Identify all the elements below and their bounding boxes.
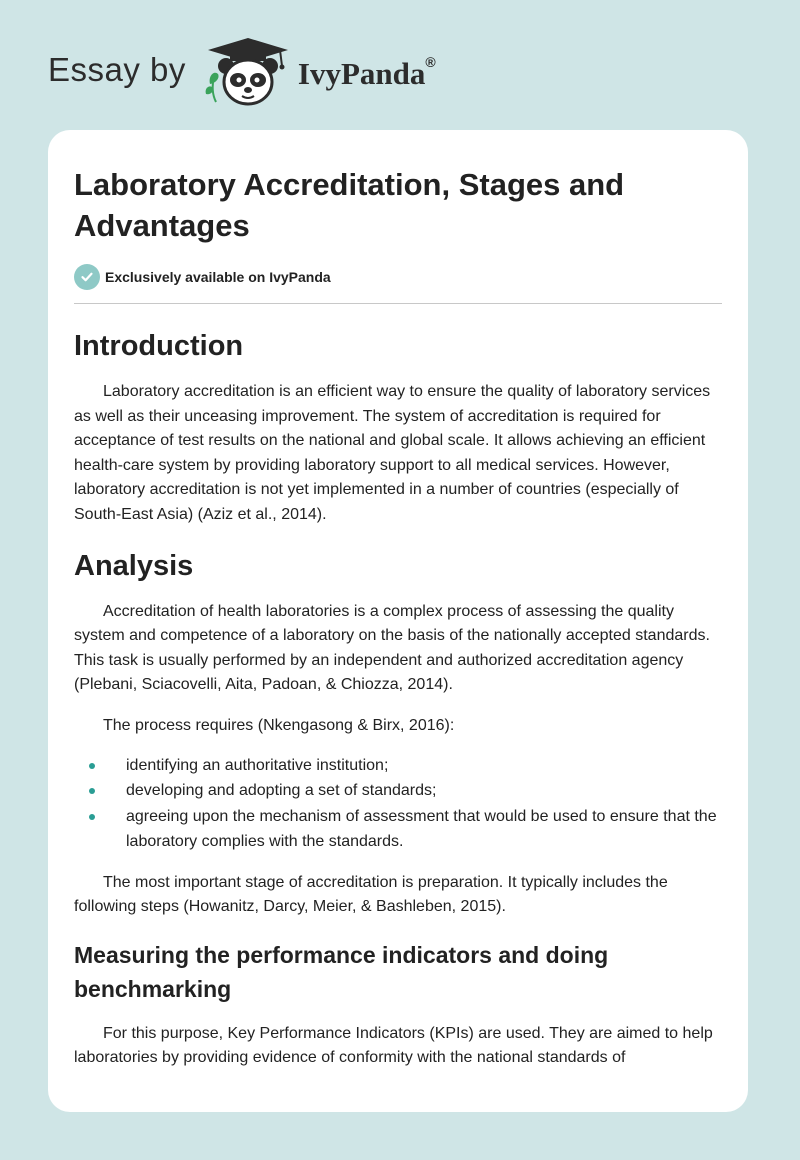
bullet-dot: [89, 814, 95, 820]
requirements-list: [74, 753, 722, 855]
introduction-heading: Introduction: [74, 330, 244, 362]
title-divider: [74, 303, 722, 304]
brand-name[interactable]: IvyPanda®: [297, 53, 436, 91]
essay-card: [48, 130, 748, 1112]
introduction-paragraph: Laboratory accreditation is an efficient way to ensure the quality of laboratory services as well as their unceasing improvement. The system of accreditation is required for acceptance of test results on the national and global scale. It allows achieving an efficient health-care system by providing laboratory support to all medical services. However, laboratory accreditation is not yet implemented in a number of countries (especially of South-East Asia) (Aziz et al., 2014).: [74, 383, 711, 523]
panda-logo-icon[interactable]: [200, 36, 296, 108]
essay-title: Laboratory Accreditation, Stages and Advantages: [74, 167, 625, 243]
measuring-paragraph: For this purpose, Key Performance Indicators (KPIs) are used. They are aimed to help laboratories by providing evidence of conformity with the national standards of: [74, 1024, 713, 1067]
measuring-heading: Measuring the performance indicators and doing benchmarking: [74, 941, 609, 1002]
list-item: identifying an authoritative institution;: [74, 753, 722, 779]
check-icon: [74, 264, 100, 290]
list-item: developing and adopting a set of standards;: [74, 778, 722, 804]
list-item: agreeing upon the mechanism of assessment that would be used to ensure that the laboratory complies with the standards.: [74, 804, 722, 855]
bullet-dot: [89, 763, 95, 769]
registered-mark: ®: [425, 53, 436, 70]
analysis-heading: Analysis: [74, 549, 194, 582]
bullet-dot: [89, 788, 95, 794]
analysis-paragraph: The most important stage of accreditation is preparation. It typically includes the following steps (Howanitz, Darcy, Meier, & Bashleben, 2015).: [74, 873, 668, 916]
analysis-paragraph: The process requires (Nkengasong & Birx, 2016):: [103, 716, 455, 734]
brand-prefix: Essay by: [48, 51, 186, 88]
analysis-paragraph: Accreditation of health laboratories is a complex process of assessing the quality system and competence of a laboratory on the basis of the nationally accepted standards. This task is usually performed by an independent and authorized accreditation agency (Plebani, Sciacovelli, Aita, Padoan, & Chiozza, 2014).: [74, 602, 710, 694]
exclusive-badge: [74, 264, 722, 290]
site-header: [48, 36, 436, 108]
exclusive-text: Exclusively available on IvyPanda: [105, 269, 331, 285]
